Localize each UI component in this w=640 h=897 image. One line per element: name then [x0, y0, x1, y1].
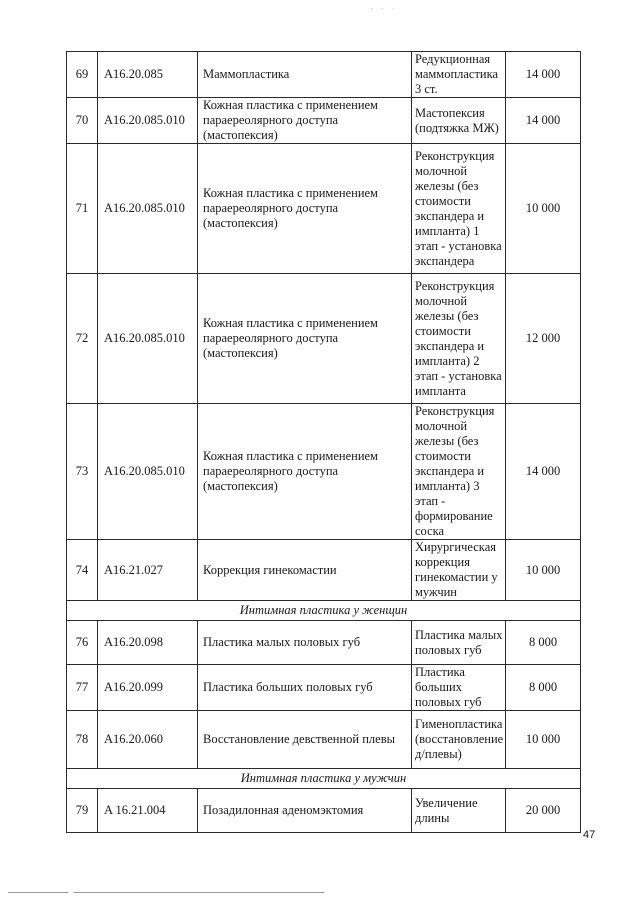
service-description: Реконструкция молочной железы (без стоимости экспандера и импланта) 3 этап - формирование соска [412, 404, 506, 540]
service-name: Пластика больших половых губ [198, 665, 412, 711]
service-price: 14 000 [506, 404, 581, 540]
service-description: Пластика больших половых губ [412, 665, 506, 711]
service-description: Увеличение длины [412, 789, 506, 833]
section-title: Интимная пластика у мужчин [67, 769, 581, 789]
row-number: 70 [67, 98, 98, 144]
section-title: Интимная пластика у женщин [67, 601, 581, 621]
service-description: Мастопексия (подтяжка МЖ) [412, 98, 506, 144]
table-row [67, 621, 581, 665]
table-row [67, 789, 581, 833]
service-price: 10 000 [506, 711, 581, 769]
table-row [67, 144, 581, 274]
row-number: 78 [67, 711, 98, 769]
service-price: 8 000 [506, 621, 581, 665]
service-name: Кожная пластика с применением параереолярного доступа (мастопексия) [198, 274, 412, 404]
row-number: 73 [67, 404, 98, 540]
row-number: 76 [67, 621, 98, 665]
scan-edge-line [74, 892, 324, 893]
page-number: 47 [583, 829, 596, 841]
scan-edge-line [8, 892, 68, 893]
service-description: Гименопластика (восстановление д/плевы) [412, 711, 506, 769]
service-price: 14 000 [506, 52, 581, 98]
price-list-body [67, 52, 581, 833]
row-number: 71 [67, 144, 98, 274]
service-price: 14 000 [506, 98, 581, 144]
service-price: 10 000 [506, 144, 581, 274]
service-code: A16.20.085.010 [98, 404, 198, 540]
table-row [67, 52, 581, 98]
service-name: Восстановление девственной плевы [198, 711, 412, 769]
row-number: 69 [67, 52, 98, 98]
service-price: 8 000 [506, 665, 581, 711]
service-name: Позадилонная аденомэктомия [198, 789, 412, 833]
service-code: A16.21.027 [98, 540, 198, 601]
service-price: 20 000 [506, 789, 581, 833]
service-description: Хирургическая коррекция гинекомастии у мужчин [412, 540, 506, 601]
service-description: Пластика малых половых губ [412, 621, 506, 665]
service-code: A16.20.060 [98, 711, 198, 769]
service-description: Реконструкция молочной железы (без стоимости экспандера и импланта) 2 этап - установка импланта [412, 274, 506, 404]
section-header-row [67, 769, 581, 789]
service-description: Редукционная маммопластика 3 ст. [412, 52, 506, 98]
table-row [67, 98, 581, 144]
price-list-table [66, 51, 581, 833]
service-description: Реконструкция молочной железы (без стоимости экспандера и импланта) 1 этап - установка экспандера [412, 144, 506, 274]
service-code: A16.20.085.010 [98, 274, 198, 404]
service-name: Кожная пластика с применением параереолярного доступа (мастопексия) [198, 98, 412, 144]
service-code: A 16.21.004 [98, 789, 198, 833]
service-code: A16.20.085.010 [98, 144, 198, 274]
service-code: A16.20.085.010 [98, 98, 198, 144]
service-price: 12 000 [506, 274, 581, 404]
row-number: 79 [67, 789, 98, 833]
service-name: Кожная пластика с применением параереолярного доступа (мастопексия) [198, 404, 412, 540]
table-row [67, 404, 581, 540]
service-name: Маммопластика [198, 52, 412, 98]
service-code: A16.20.098 [98, 621, 198, 665]
table-row [67, 274, 581, 404]
table-row [67, 540, 581, 601]
table-row [67, 711, 581, 769]
row-number: 74 [67, 540, 98, 601]
service-price: 10 000 [506, 540, 581, 601]
service-name: Коррекция гинекомастии [198, 540, 412, 601]
service-name: Кожная пластика с применением параереолярного доступа (мастопексия) [198, 144, 412, 274]
row-number: 72 [67, 274, 98, 404]
scan-artifact-dots: · · · [370, 4, 398, 13]
table-row [67, 665, 581, 711]
row-number: 77 [67, 665, 98, 711]
section-header-row [67, 601, 581, 621]
service-code: A16.20.099 [98, 665, 198, 711]
service-name: Пластика малых половых губ [198, 621, 412, 665]
service-code: A16.20.085 [98, 52, 198, 98]
